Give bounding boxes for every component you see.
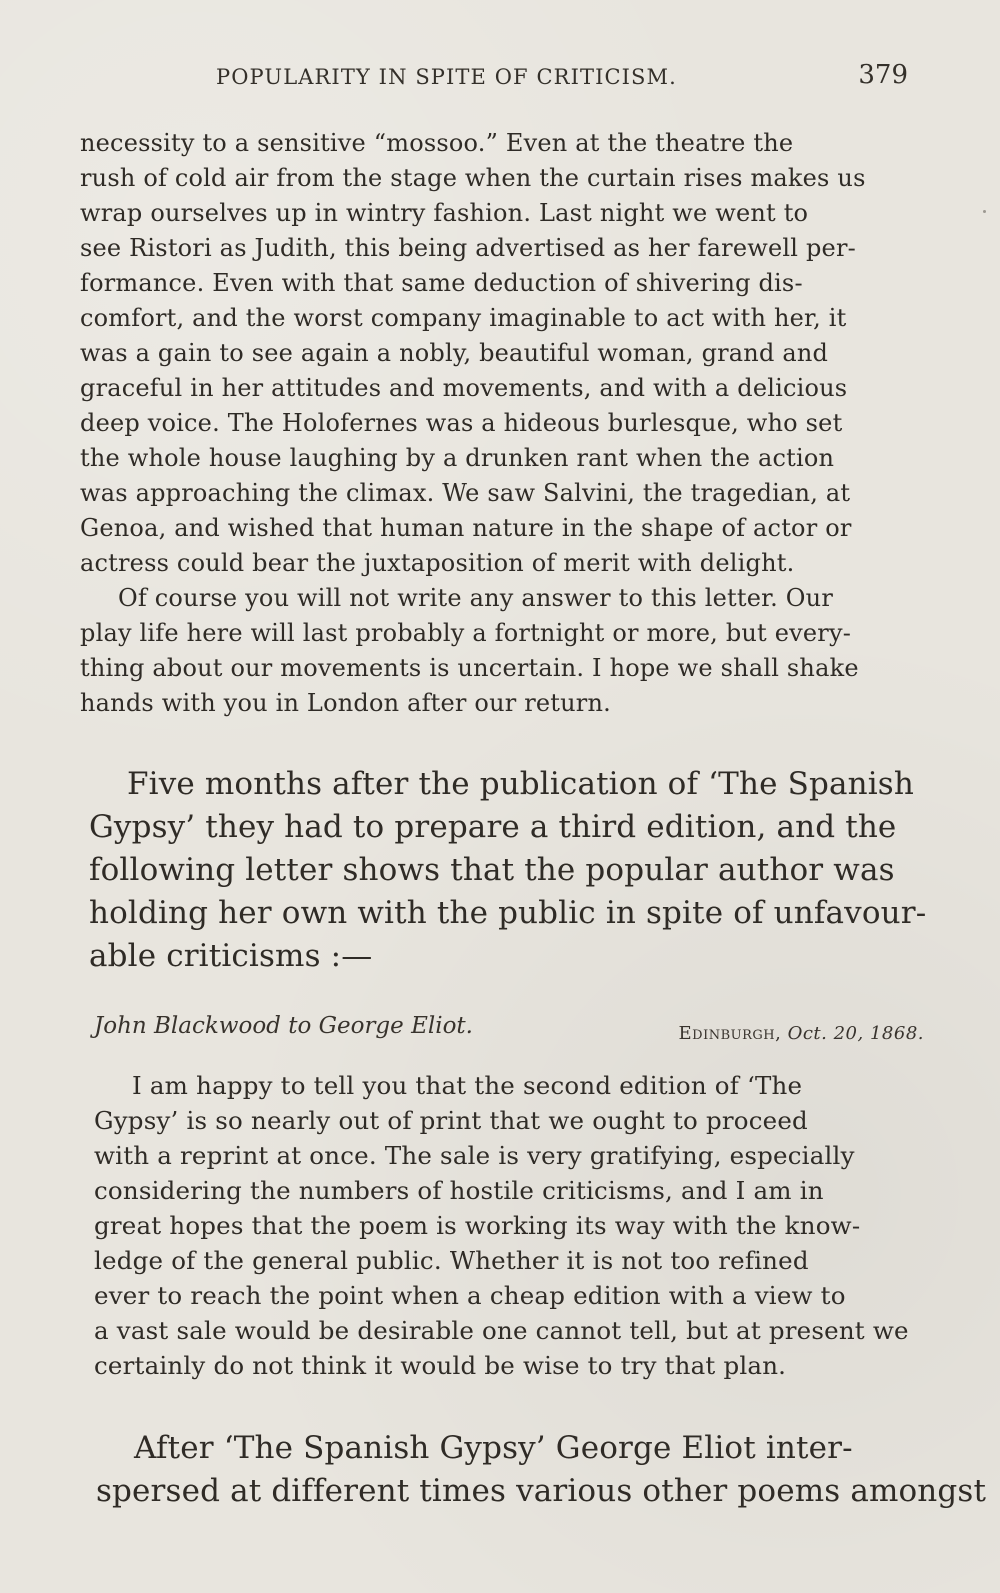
text-line: thing about our movements is uncertain. I hope we shall shake: [80, 654, 859, 682]
running-head: POPULARITY IN SPITE OF CRITICISM.: [216, 65, 677, 89]
text-line: spersed at different times various other poems amongst: [96, 1473, 987, 1509]
text-line: actress could bear the juxtaposition of merit with delight.: [80, 549, 795, 577]
dateline-place: Edinburgh,: [678, 1023, 782, 1044]
text-line: was approaching the climax. We saw Salvini, the tragedian, at: [80, 479, 851, 507]
text-line: able criticisms :—: [89, 938, 373, 974]
text-line: see Ristori as Judith, this being advertised as her farewell per-: [80, 234, 856, 262]
text-line: After ‘The Spanish Gypsy’ George Eliot inter-: [134, 1430, 853, 1466]
text-line: necessity to a sensitive “mossoo.” Even at the theatre the: [80, 129, 794, 157]
text-line: a vast sale would be desirable one cannot tell, but at present we: [94, 1316, 909, 1345]
text-line: I am happy to tell you that the second edition of ‘The: [132, 1071, 803, 1100]
narrative-paragraph-2: [96, 1427, 987, 1513]
text-line: hands with you in London after our return.: [80, 689, 611, 717]
text-line: wrap ourselves up in wintry fashion. Last night we went to: [80, 199, 809, 227]
text-line: Gypsy’ they had to prepare a third edition, and the: [89, 809, 897, 845]
text-line: holding her own with the public in spite of unfavour-: [89, 895, 927, 931]
text-line: ledge of the general public. Whether it is not too refined: [94, 1246, 809, 1275]
text-line: play life here will last probably a fortnight or more, but every-: [80, 619, 852, 647]
page-mark: [983, 210, 986, 213]
narrative-paragraph-1: [89, 763, 925, 978]
page-number: 379: [858, 60, 908, 90]
text-line: comfort, and the worst company imaginable to act with her, it: [80, 304, 847, 332]
text-line: deep voice. The Holofernes was a hideous burlesque, who set: [80, 409, 843, 437]
text-line: Of course you will not write any answer to this letter. Our: [118, 584, 833, 612]
text-line: the whole house laughing by a drunken rant when the action: [80, 444, 835, 472]
letter-attribution: [94, 1013, 924, 1053]
text-line: was a gain to see again a nobly, beautiful woman, grand and: [80, 339, 829, 367]
letter-excerpt-1: [80, 126, 912, 721]
text-line: considering the numbers of hostile criticisms, and I am in: [94, 1176, 824, 1205]
letter-excerpt-2: [94, 1068, 930, 1383]
text-line: certainly do not think it would be wise to try that plan.: [94, 1351, 787, 1380]
text-line: with a reprint at once. The sale is very gratifying, especially: [94, 1141, 855, 1170]
text-line: graceful in her attitudes and movements, and with a delicious: [80, 374, 848, 402]
text-line: rush of cold air from the stage when the curtain rises makes us: [80, 164, 866, 192]
text-line: Gypsy’ is so nearly out of print that we ought to proceed: [94, 1106, 808, 1135]
text-line: Genoa, and wished that human nature in the shape of actor or: [80, 514, 852, 542]
text-line: formance. Even with that same deduction of shivering dis-: [80, 269, 803, 297]
text-line: great hopes that the poem is working its way with the know-: [94, 1211, 861, 1240]
text-line: ever to reach the point when a cheap edition with a view to: [94, 1281, 846, 1310]
dateline-date: Oct. 20, 1868.: [787, 1023, 924, 1044]
correspondents: John Blackwood to George Eliot.: [94, 1013, 473, 1039]
text-line: Five months after the publication of ‘The Spanish: [127, 766, 914, 802]
text-line: following letter shows that the popular author was: [89, 852, 895, 888]
dateline: [679, 1023, 924, 1044]
page-header: [198, 60, 908, 98]
